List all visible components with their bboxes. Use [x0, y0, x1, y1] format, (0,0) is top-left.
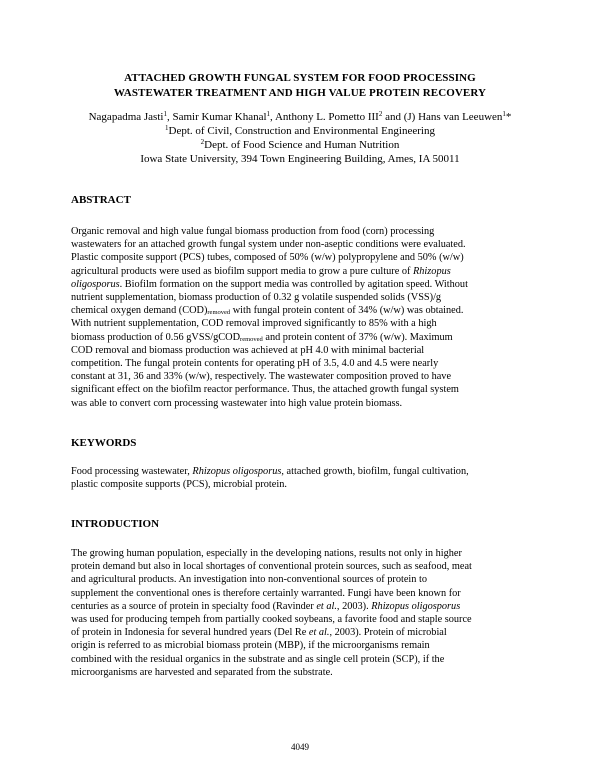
intro-line: combined with the residual organics in the substrate and as single cell protein (SCP), if the — [71, 653, 445, 665]
author-separator: , — [270, 111, 275, 123]
abstract-line: With nutrient supplementation, COD removal improved significantly to 85% with a high — [71, 318, 437, 330]
abstract-line: COD removal and biomass production was achieved at pH 4.0 with minimal bacterial — [71, 344, 425, 356]
keywords-body — [71, 465, 541, 491]
corresponding-author-mark: * — [505, 111, 512, 123]
keywords-line: plastic composite supports (PCS), microbial protein. — [71, 479, 287, 491]
intro-line: was used for producing tempeh from partially cooked soybeans, a favorite food and staple source — [71, 614, 472, 626]
intro-text: of protein in Indonesia for several hundred years (Del Re — [71, 627, 309, 639]
author-1-affil: 1 — [163, 110, 167, 118]
abstract-line: nutrient supplementation, biomass production of 0.32 g volatile suspended solids (VSS)/g — [71, 292, 442, 304]
author-3: Anthony L. Pometto III — [274, 111, 379, 123]
abstract-text: biomass production of 0.56 gVSS/gCOD — [71, 331, 241, 343]
abstract-line — [71, 278, 541, 291]
citation-et-al: et al. — [308, 627, 330, 639]
intro-line: and agricultural products. An investigation into non-conventional sources of protein to — [71, 574, 428, 586]
abstract-text: . Biofilm formation on the support media was controlled by agitation speed. Without — [119, 278, 468, 290]
author-separator: , — [166, 111, 173, 123]
subscript: removed — [240, 335, 263, 343]
abstract-line: was able to convert corn processing wastewater into high value protein biomass. — [71, 397, 403, 409]
subscript: removed — [207, 309, 231, 317]
affiliation-2-text: Dept. of Food Science and Human Nutrition — [204, 139, 400, 151]
keywords-line — [71, 465, 541, 478]
intro-line: microorganisms are harvested and separated from the substrate. — [71, 666, 333, 678]
intro-line — [71, 600, 541, 613]
abstract-text: with fungal protein content of 34% (w/w) was obtained. — [230, 305, 464, 317]
abstract-line — [71, 265, 541, 278]
abstract-text: and protein content of 37% (w/w). Maximum — [262, 331, 453, 343]
intro-text: , 2003). — [336, 600, 372, 612]
affiliation-2-number: 2 — [200, 138, 205, 146]
author-block — [40, 110, 560, 166]
affiliation-1-number: 1 — [165, 124, 169, 132]
intro-line — [71, 626, 541, 639]
keyword-text: Food processing wastewater, — [71, 466, 193, 477]
affiliation-1-text: Dept. of Civil, Construction and Environmental Engineering — [168, 125, 435, 137]
abstract-line: significant effect on the biofilm reactor performance. Thus, the attached growth fungal system — [71, 384, 459, 396]
intro-text: , 2003). Protein of microbial — [329, 627, 447, 639]
affiliation-address: Iowa State University, 394 Town Engineering Building, Ames, IA 50011 — [140, 153, 460, 165]
author-4-affil: 1 — [502, 110, 506, 118]
title-line-2: WASTEWATER TREATMENT AND HIGH VALUE PROTEIN RECOVERY — [113, 87, 487, 99]
abstract-body — [71, 225, 541, 410]
paper-title — [60, 71, 540, 101]
intro-line: protein demand but also in local shortages of conventional protein sources, such as seafood, meat — [71, 561, 472, 573]
keywords-heading: KEYWORDS — [71, 437, 137, 449]
abstract-heading: ABSTRACT — [71, 194, 131, 206]
author-list — [40, 110, 560, 124]
abstract-line — [71, 331, 541, 344]
abstract-line: Plastic composite support (PCS) tubes, composed of 50% (w/w) polypropylene and 50% (w/w) — [71, 252, 464, 264]
abstract-line: Organic removal and high value fungal biomass production from food (corn) processing — [71, 226, 435, 237]
intro-line: origin is referred to as microbial biomass protein (MBP), if the microorganisms remain — [71, 640, 430, 652]
abstract-line: constant at 31, 36 and 33% (w/w), respectively. The wastewater composition proved to have — [71, 371, 452, 383]
species-name: Rhizopus oligosporus — [192, 466, 282, 477]
author-1: Nagapadma Jasti — [88, 111, 164, 123]
abstract-line: competition. The fungal protein contents for operating pH of 3.5, 4.0 and 4.5 were nearly — [71, 358, 439, 370]
introduction-body — [71, 547, 541, 679]
citation-et-al: et al. — [316, 600, 337, 612]
affiliation-1 — [40, 124, 560, 138]
keyword-text: , attached growth, biofilm, fungal cultivation, — [281, 466, 469, 477]
species-name: Rhizopus oligosporus — [371, 600, 461, 612]
intro-text: centuries as a source of protein in specialty food (Ravinder — [71, 600, 317, 612]
abstract-line: wastewaters for an attached growth fungal system under non-aseptic conditions were evaluated. — [71, 239, 466, 251]
species-name: Rhizopus — [412, 265, 451, 277]
affiliation-2 — [40, 138, 560, 152]
abstract-text: agricultural products were used as biofilm support media to grow a pure culture of — [71, 265, 413, 277]
author-separator: and — [382, 111, 404, 123]
title-line-1: ATTACHED GROWTH FUNGAL SYSTEM FOR FOOD PROCESSING — [124, 72, 476, 84]
abstract-line — [71, 304, 541, 317]
author-2: Samir Kumar Khanal — [172, 111, 267, 123]
species-name: oligosporus — [71, 278, 120, 290]
author-2-affil: 1 — [266, 110, 271, 118]
introduction-heading: INTRODUCTION — [71, 518, 160, 530]
intro-line: The growing human population, especially in the developing nations, results not only in higher — [71, 548, 462, 559]
author-3-affil: 2 — [378, 110, 383, 118]
author-4: (J) Hans van Leeuwen — [403, 111, 503, 123]
page-number: 4049 — [291, 742, 309, 752]
abstract-text: chemical oxygen demand (COD) — [71, 305, 208, 317]
intro-line: supplement the conventional ones is therefore certainly warranted. Fungi have been known for — [71, 587, 461, 599]
